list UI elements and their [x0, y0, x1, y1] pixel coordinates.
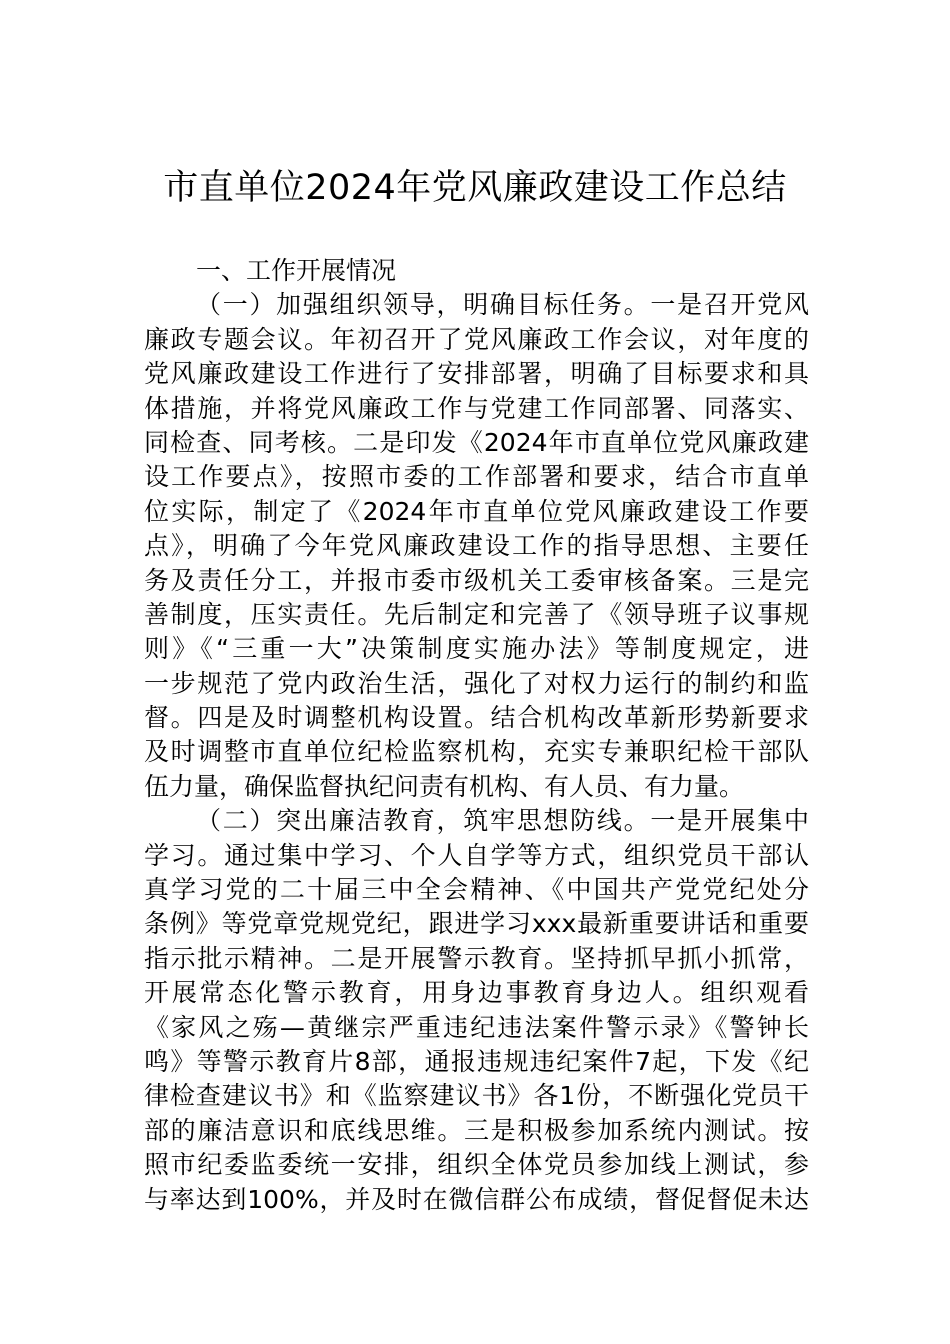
- text-line: 体措施，并将党风廉政工作与党建工作同部署、同落实、: [144, 393, 809, 423]
- text-line: 学习。通过集中学习、个人自学等方式，组织党员干部认: [144, 840, 809, 870]
- text-line: 一、工作开展情况: [196, 256, 397, 285]
- text-line: 指示批示精神。二是开展警示教育。坚持抓早抓小抓常，: [144, 943, 809, 973]
- text-line: 开展常态化警示教育，用身边事教育身边人。组织观看: [144, 978, 809, 1008]
- text-line: （一）加强组织领导，明确目标任务。一是召开党风: [196, 290, 809, 320]
- text-line: 点》，明确了今年党风廉政建设工作的指导思想、主要任: [144, 531, 809, 561]
- text-line: 督。四是及时调整机构设置。结合机构改革新形势新要求: [144, 703, 809, 733]
- text-line: 位实际，制定了《2024年市直单位党风廉政建设工作要: [144, 496, 809, 526]
- document-body: [144, 254, 809, 1217]
- text-line: 部的廉洁意识和底线思维。三是积极参加系统内测试。按: [144, 1115, 809, 1145]
- text-line: 党风廉政建设工作进行了安排部署，明确了目标要求和具: [144, 359, 809, 389]
- text-line: 与率达到100%，并及时在微信群公布成绩，督促督促未达: [144, 1184, 809, 1214]
- text-line: 则》《“三重一大”决策制度实施办法》等制度规定，进: [144, 634, 809, 664]
- text-line: 照市纪委监委统一安排，组织全体党员参加线上测试，参: [144, 1150, 809, 1180]
- text-line: 条例》等党章党规党纪，跟进学习xxx最新重要讲话和重要: [144, 909, 809, 939]
- text-line: 及时调整市直单位纪检监察机构，充实专兼职纪检干部队: [144, 737, 809, 767]
- text-line: 善制度，压实责任。先后制定和完善了《领导班子议事规: [144, 599, 809, 629]
- text-line: 同检查、同考核。二是印发《2024年市直单位党风廉政建: [144, 427, 809, 457]
- text-line: 律检查建议书》和《监察建议书》各1份，不断强化党员干: [144, 1081, 809, 1111]
- document-title: 市直单位2024年党风廉政建设工作总结: [163, 168, 787, 208]
- text-line: 伍力量，确保监督执纪问责有机构、有人员、有力量。: [144, 771, 745, 801]
- text-line: 廉政专题会议。年初召开了党风廉政工作会议，对年度的: [144, 324, 809, 354]
- text-line: 务及责任分工，并报市委市级机关工委审核备案。三是完: [144, 565, 809, 595]
- text-line: 《家风之殇—黄继宗严重违纪违法案件警示录》《警钟长: [144, 1012, 809, 1042]
- text-line: 设工作要点》，按照市委的工作部署和要求，结合市直单: [144, 462, 809, 492]
- text-line: 真学习党的二十届三中全会精神、《中国共产党党纪处分: [144, 875, 809, 905]
- text-line: 鸣》等警示教育片8部，通报违规违纪案件7起，下发《纪: [144, 1046, 809, 1076]
- text-line: 一步规范了党内政治生活，强化了对权力运行的制约和监: [144, 668, 809, 698]
- text-line: （二）突出廉洁教育，筑牢思想防线。一是开展集中: [196, 806, 809, 836]
